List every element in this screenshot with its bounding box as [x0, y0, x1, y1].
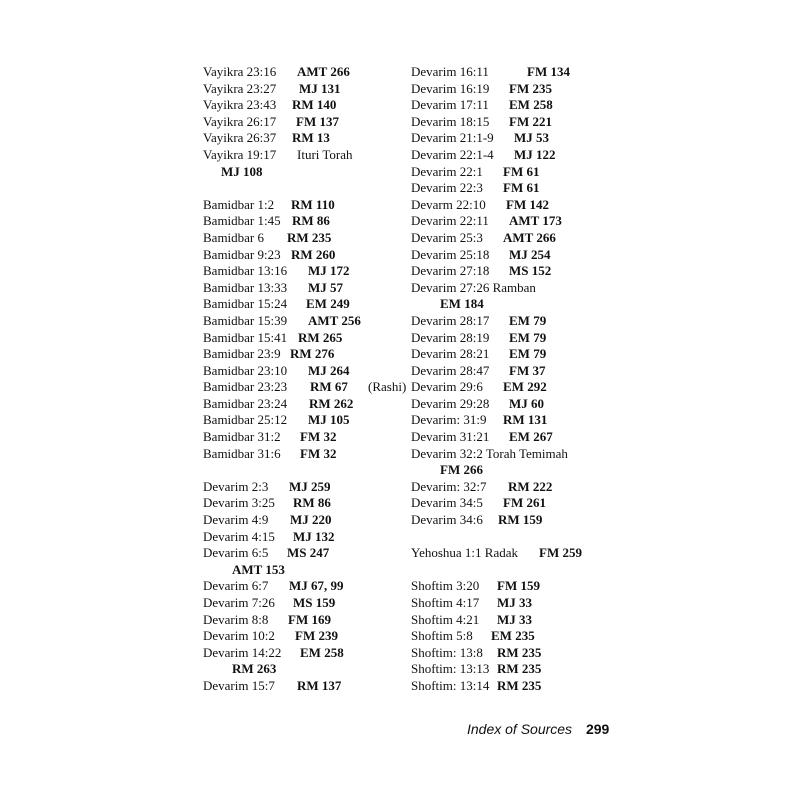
- index-entry: [203, 330, 403, 347]
- entry-source: MS 152: [509, 263, 552, 279]
- entry-reference: Devarim 27:26 Ramban: [411, 279, 536, 295]
- entry-source: MJ 259: [289, 478, 331, 494]
- entry-reference: Bamidbar 9:23: [203, 246, 281, 262]
- index-entry: [411, 97, 611, 114]
- entry-source: FM 142: [506, 196, 549, 212]
- index-entry: [203, 213, 403, 230]
- entry-source: MJ 53: [514, 130, 550, 146]
- entry-source: FM 37: [509, 362, 546, 378]
- index-entry: [203, 446, 403, 463]
- index-entry: [203, 495, 403, 512]
- index-entry: [203, 412, 403, 429]
- entry-source: EM 249: [306, 296, 350, 312]
- index-entry: [411, 330, 611, 347]
- index-entry: [411, 313, 611, 330]
- entry-source: FM 261: [503, 495, 546, 511]
- entry-reference: Devarim 22:11: [411, 213, 489, 229]
- entry-source: EM 235: [491, 628, 535, 644]
- entry-reference: Shoftim: 13:8: [411, 644, 483, 660]
- page-number: 299: [585, 721, 610, 737]
- entry-reference: Devarim 28:17: [411, 312, 490, 328]
- entry-reference: Shoftim 4:17: [411, 595, 480, 610]
- index-entry: [203, 479, 403, 496]
- entry-reference: Devarim 4:9: [203, 512, 269, 528]
- entry-reference: Yehoshua 1:1 Radak: [411, 545, 519, 561]
- entry-reference: Devarim 8:8: [203, 611, 269, 627]
- entry-source: MJ 67, 99: [289, 578, 344, 594]
- index-entry: [203, 628, 403, 645]
- index-entry: [411, 81, 611, 98]
- entry-reference: Devarim 3:25: [203, 495, 275, 511]
- entry-source: RM 13: [292, 130, 330, 146]
- index-entry: [411, 213, 611, 230]
- index-entry: [411, 247, 611, 264]
- entry-source: RM 67: [310, 379, 348, 395]
- index-entry: [203, 130, 403, 147]
- index-entry: [411, 479, 611, 496]
- entry-source: FM 32: [300, 445, 337, 461]
- index-entry: [411, 114, 611, 131]
- index-entry: [411, 130, 611, 147]
- index-entry: [203, 247, 403, 264]
- entry-reference: Shoftim 4:21: [411, 611, 480, 627]
- index-entry: [203, 595, 403, 612]
- entry-reference: Devarim 34:5: [411, 495, 483, 511]
- entry-reference: Devarim 21:1-9: [411, 130, 494, 146]
- entry-source: MJ 254: [509, 246, 551, 262]
- entry-reference: Devarim 25:18: [411, 246, 490, 262]
- page-footer: [467, 721, 609, 737]
- index-entry: [411, 180, 611, 197]
- entry-reference: Devarim 6:5: [203, 545, 269, 561]
- index-entry: [411, 197, 611, 214]
- entry-reference: Devarim 16:11: [411, 64, 489, 79]
- entry-source: FM 221: [509, 113, 552, 129]
- entry-reference: Vayikra 23:16: [203, 64, 277, 79]
- entry-source: MJ 33: [497, 611, 533, 627]
- entry-source: FM 159: [497, 578, 540, 594]
- blank-line: [203, 462, 403, 479]
- entry-reference: Devarim 28:19: [411, 329, 490, 345]
- index-entry: [203, 512, 403, 529]
- entry-reference: Devarim 31:21: [411, 429, 490, 445]
- entry-reference: Bamidbar 1:2: [203, 196, 275, 212]
- index-entry: [411, 429, 611, 446]
- entry-reference: Devarim: 31:9: [411, 412, 487, 428]
- entry-source: FM 169: [288, 611, 331, 627]
- index-entry: [203, 147, 403, 164]
- index-entry: [411, 595, 611, 612]
- entry-note: (Rashi): [368, 379, 407, 395]
- index-entry: [203, 263, 403, 280]
- entry-source: MJ 57: [308, 279, 344, 295]
- entry-reference: Devarim 16:19: [411, 80, 490, 96]
- entry-source: EM 79: [509, 346, 547, 362]
- index-entry: [411, 363, 611, 380]
- entry-source: EM 258: [300, 644, 344, 660]
- entry-source: MJ 105: [308, 412, 350, 428]
- index-entry: [411, 612, 611, 629]
- index-entry: [203, 612, 403, 629]
- entry-continuation: [203, 562, 403, 579]
- entry-reference: Bamidbar 6: [203, 229, 265, 245]
- index-entry: [411, 578, 611, 595]
- index-entry: [411, 661, 611, 678]
- entry-source: EM 79: [509, 312, 547, 328]
- index-entry: [203, 645, 403, 662]
- entry-source: EM 258: [509, 97, 553, 113]
- entry-reference: Bamidbar 23:10: [203, 362, 288, 378]
- index-entry: [203, 296, 403, 313]
- entry-source: AMT 153: [232, 561, 285, 577]
- entry-reference: Bamidbar 31:6: [203, 445, 281, 461]
- entry-source: MS 159: [293, 595, 336, 610]
- index-entry: [203, 363, 403, 380]
- entry-source: RM 159: [498, 512, 543, 528]
- entry-source: AMT 266: [297, 64, 350, 79]
- index-entry: [411, 147, 611, 164]
- entry-source: FM 61: [503, 180, 540, 196]
- entry-source: RM 265: [298, 329, 343, 345]
- entry-source: AMT 173: [509, 213, 562, 229]
- entry-continuation: [411, 462, 611, 479]
- entry-reference: Bamidbar 1:45: [203, 213, 281, 229]
- entry-reference: Devarim 15:7: [203, 677, 275, 693]
- entry-source: AMT 266: [503, 229, 556, 245]
- index-entry: [203, 678, 403, 695]
- entry-source: RM 137: [297, 677, 342, 693]
- entry-source: MJ 220: [290, 512, 332, 528]
- entry-reference: Devarim 29:6: [411, 379, 483, 395]
- entry-source: MJ 132: [293, 528, 335, 544]
- entry-reference: Bamidbar 31:2: [203, 429, 281, 445]
- entry-reference: Bamidbar 15:24: [203, 296, 288, 312]
- entry-reference: Devarim 34:6: [411, 512, 483, 528]
- entry-reference: Shoftim: 13:14: [411, 677, 490, 693]
- entry-reference: Vayikra 19:17: [203, 146, 277, 162]
- index-entry: [203, 81, 403, 98]
- entry-source: FM 259: [539, 545, 582, 561]
- entry-source: MJ 131: [299, 80, 341, 96]
- running-title: Index of Sources: [467, 721, 573, 737]
- index-entry: [411, 164, 611, 181]
- entry-source: FM 235: [509, 80, 552, 96]
- entry-source: RM 131: [503, 412, 548, 428]
- entry-reference: Devarm 22:10: [411, 196, 486, 212]
- entry-source: RM 262: [309, 395, 354, 411]
- index-entry: [411, 412, 611, 429]
- index-entry: [203, 545, 403, 562]
- index-entry: [203, 114, 403, 131]
- entry-source: RM 263: [232, 661, 277, 677]
- entry-reference: Devarim 6:7: [203, 578, 269, 594]
- index-column-left: [203, 64, 407, 695]
- index-entry: [411, 379, 611, 396]
- index-entry: [203, 230, 403, 247]
- entry-reference: Devarim 28:21: [411, 346, 490, 362]
- entry-source: MJ 172: [308, 263, 350, 279]
- entry-reference: Bamidbar 13:16: [203, 263, 288, 279]
- entry-reference: Vayikra 26:17: [203, 113, 277, 129]
- index-entry: [411, 396, 611, 413]
- entry-reference: Devarim 4:15: [203, 528, 275, 544]
- entry-source: EM 292: [503, 379, 547, 395]
- entry-reference: Bamidbar 23:23: [203, 379, 288, 395]
- entry-reference: Devarim 7:26: [203, 595, 275, 610]
- entry-reference: Bamidbar 15:41: [203, 329, 288, 345]
- index-entry: [411, 263, 611, 280]
- entry-source: RM 235: [287, 229, 332, 245]
- entry-reference: Devarim 22:1-4: [411, 146, 494, 162]
- entry-source: FM 61: [503, 163, 540, 179]
- entry-source: FM 266: [440, 462, 483, 478]
- entry-reference: Devarim 22:3: [411, 180, 483, 196]
- entry-source: RM 86: [292, 213, 330, 229]
- entry-source: EM 184: [440, 296, 484, 312]
- entry-continuation: [203, 661, 403, 678]
- index-entry: [203, 313, 403, 330]
- entry-source: RM 276: [290, 346, 335, 362]
- entry-continuation: [203, 164, 403, 181]
- index-entry: [203, 346, 403, 363]
- entry-reference: Shoftim 3:20: [411, 578, 480, 594]
- entry-source: MS 247: [287, 545, 330, 561]
- entry-source: RM 260: [291, 246, 336, 262]
- index-entry: [203, 379, 407, 396]
- index-entry: [411, 545, 611, 562]
- entry-source: FM 32: [300, 429, 337, 445]
- index-entry: [203, 396, 403, 413]
- entry-source: FM 137: [296, 113, 339, 129]
- entry-source: FM 239: [295, 628, 338, 644]
- entry-reference: Devarim 28:47: [411, 362, 490, 378]
- entry-reference: Devarim 22:1: [411, 163, 483, 179]
- index-entry: [411, 678, 611, 695]
- entry-source: RM 110: [291, 196, 335, 212]
- entry-source: RM 235: [497, 644, 542, 660]
- index-entry: [203, 529, 403, 546]
- entry-note: Ituri Torah: [297, 146, 353, 162]
- entry-reference: Bamidbar 25:12: [203, 412, 288, 428]
- entry-reference: Devarim 10:2: [203, 628, 275, 644]
- index-entry: [203, 429, 403, 446]
- index-entry: [411, 512, 611, 529]
- entry-source: RM 235: [497, 661, 542, 677]
- entry-reference: Vayikra 23:43: [203, 97, 277, 113]
- entry-reference: Shoftim 5:8: [411, 628, 473, 644]
- entry-reference: Vayikra 26:37: [203, 130, 277, 146]
- entry-source: RM 222: [508, 478, 553, 494]
- entry-reference: Devarim 18:15: [411, 113, 490, 129]
- entry-reference: Devarim 25:3: [411, 229, 483, 245]
- index-entry: [411, 628, 611, 645]
- entry-source: MJ 60: [509, 395, 545, 411]
- index-entry: [411, 230, 611, 247]
- index-entry: [203, 578, 403, 595]
- index-entry: [203, 97, 403, 114]
- entry-reference: Devarim 14:22: [203, 644, 282, 660]
- blank-line: [411, 562, 611, 579]
- entry-source: MJ 108: [221, 163, 263, 179]
- entry-source: RM 235: [497, 677, 542, 693]
- entry-reference: Devarim 29:28: [411, 395, 490, 411]
- entry-reference: Bamidbar 13:33: [203, 279, 288, 295]
- index-entry: [203, 64, 403, 81]
- entry-reference: Vayikra 23:27: [203, 80, 277, 96]
- entry-reference: Devarim 32:2 Torah Temimah: [411, 445, 568, 461]
- entry-source: MJ 122: [514, 146, 556, 162]
- entry-source: FM 134: [527, 64, 570, 79]
- index-entry: [411, 346, 611, 363]
- entry-continuation: [411, 296, 611, 313]
- blank-line: [203, 180, 403, 197]
- entry-source: EM 79: [509, 329, 547, 345]
- entry-reference: Shoftim: 13:13: [411, 661, 490, 677]
- entry-source: EM 267: [509, 429, 553, 445]
- entry-source: RM 140: [292, 97, 337, 113]
- entry-source: RM 86: [293, 495, 331, 511]
- entry-source: MJ 33: [497, 595, 533, 610]
- entry-source: AMT 256: [308, 312, 361, 328]
- entry-reference: Bamidbar 23:24: [203, 395, 288, 411]
- entry-reference: Bamidbar 15:39: [203, 312, 288, 328]
- blank-line: [411, 529, 611, 546]
- entry-reference: Devarim 17:11: [411, 97, 489, 113]
- index-entry: [411, 64, 611, 81]
- index-entry: [203, 280, 403, 297]
- entry-reference: Devarim: 32:7: [411, 478, 487, 494]
- index-entry: [411, 280, 611, 297]
- index-entry: [411, 495, 611, 512]
- entry-source: MJ 264: [308, 362, 350, 378]
- index-entry: [411, 446, 611, 463]
- entry-reference: Devarim 27:18: [411, 263, 490, 279]
- entry-reference: Bamidbar 23:9: [203, 346, 281, 362]
- index-column-right: [411, 64, 611, 695]
- entry-reference: Devarim 2:3: [203, 478, 269, 494]
- index-entry: [411, 645, 611, 662]
- index-entry: [203, 197, 403, 214]
